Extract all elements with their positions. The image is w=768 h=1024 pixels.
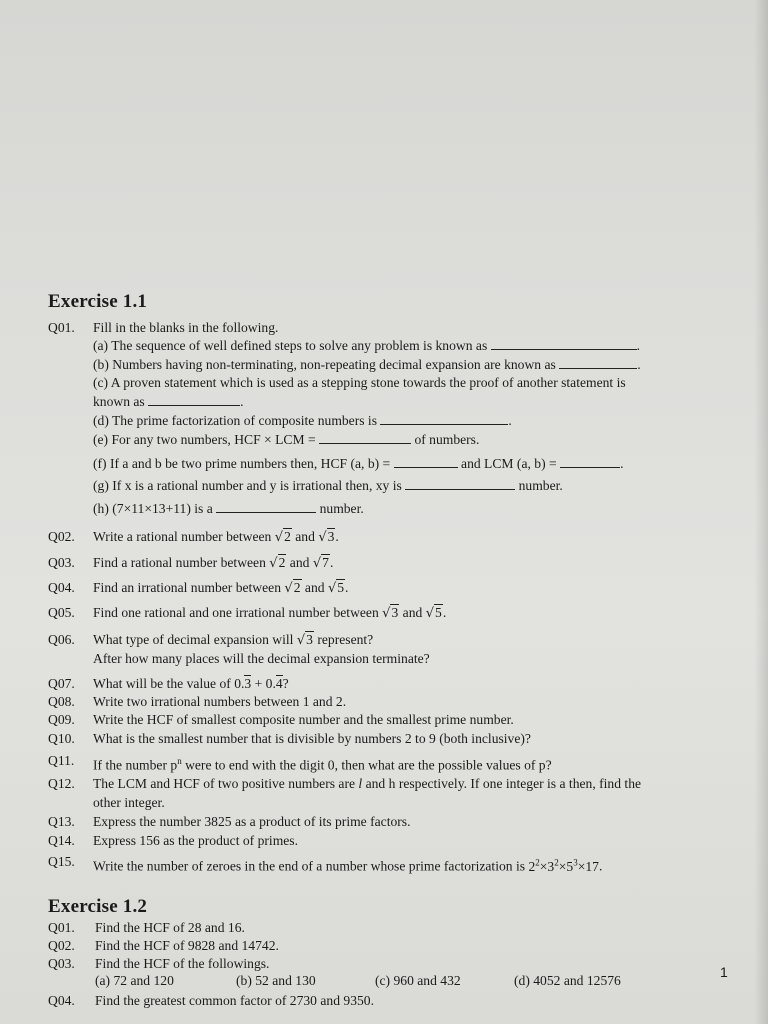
q01-part-c-line1: (c) A proven statement which is used as a stepping stone towards the proof of another statement is (93, 375, 626, 390)
q01-part-e: (e) For any two numbers, HCF × LCM = of numbers. (93, 432, 480, 447)
q01-number: Q01. (48, 320, 75, 335)
q07-number: Q07. (48, 676, 75, 691)
ex12-q01-number: Q01. (48, 920, 75, 935)
q01-part-g: (g) If x is a rational number and y is irrational then, xy is number. (93, 478, 563, 493)
q04-number: Q04. (48, 580, 75, 595)
q01-part-d: (d) The prime factorization of composite numbers is . (93, 413, 512, 428)
ex12-q04-text: Find the greatest common factor of 2730 and 9350. (95, 993, 374, 1008)
q06-text-line2: After how many places will the decimal expansion terminate? (93, 651, 430, 666)
q03-text: Find a rational number between √2 and √7. (93, 555, 334, 571)
sqrt-expression: √3 (318, 529, 335, 545)
ex12-q03-option-c: (c) 960 and 432 (375, 973, 461, 988)
q03-number: Q03. (48, 555, 75, 570)
ex12-q03-option-a: (a) 72 and 120 (95, 973, 174, 988)
q12-text-line2: other integer. (93, 795, 165, 810)
q13-number: Q13. (48, 814, 75, 829)
blank (491, 338, 637, 350)
prime-factorization-expression: $2^2\times 3^2\times 5^3\times 17$ (528, 857, 599, 874)
ex12-q04-number: Q04. (48, 993, 75, 1008)
q06-number: Q06. (48, 632, 75, 647)
exercise-1-2-title: Exercise 1.2 (48, 896, 148, 917)
q15-text: Write the number of zeroes in the end of a number whose prime factorization is $2^2\times 3^2\times 5^3\times 17$. (93, 857, 603, 874)
ex12-q03-text: Find the HCF of the followings. (95, 956, 270, 971)
q04-text: Find an irrational number between √2 and √5. (93, 580, 349, 596)
q11-text: If the number $p^n$ were to end with the digit 0, then what are the possible values of p? (93, 756, 552, 773)
sqrt-expression: √2 (284, 580, 301, 596)
q12-number: Q12. (48, 776, 75, 791)
exercise-1-1-title: Exercise 1.1 (48, 291, 148, 312)
q01-part-b: (b) Numbers having non-terminating, non-repeating decimal expansion are known as . (93, 357, 641, 372)
q15-number: Q15. (48, 854, 75, 869)
q14-number: Q14. (48, 833, 75, 848)
q08-number: Q08. (48, 694, 75, 709)
q01-part-h: (h) (7×11×13+11) is a number. (93, 501, 364, 516)
ex12-q03-number: Q03. (48, 956, 75, 971)
blank (380, 413, 508, 425)
q10-number: Q10. (48, 731, 75, 746)
q06-text: What type of decimal expansion will √3 represent? (93, 632, 374, 648)
ex12-q01-text: Find the HCF of 28 and 16. (95, 920, 245, 935)
q07-text: What will be the value of 0.3 + 0.4? (93, 676, 289, 691)
ex12-q02-text: Find the HCF of 9828 and 14742. (95, 938, 279, 953)
blank (319, 432, 411, 444)
blank (394, 456, 458, 468)
blank (560, 456, 620, 468)
sqrt-expression: √7 (312, 555, 329, 571)
blank (559, 357, 637, 369)
q01-part-c-line2: known as . (93, 394, 244, 409)
q11-number: Q11. (48, 753, 75, 768)
page-number: 1 (720, 964, 728, 980)
q01-part-f: (f) If a and b be two prime numbers then, HCF (a, b) = and LCM (a, b) = . (93, 456, 624, 471)
q09-number: Q09. (48, 712, 75, 727)
ex12-q02-number: Q02. (48, 938, 75, 953)
blank (148, 394, 240, 406)
q10-text: What is the smallest number that is divisible by numbers 2 to 9 (both inclusive)? (93, 731, 531, 746)
blank (216, 501, 316, 513)
q14-text: Express 156 as the product of primes. (93, 833, 298, 848)
q01-part-a: (a) The sequence of well defined steps to solve any problem is known as . (93, 338, 641, 353)
q02-text: Write a rational number between √2 and √3. (93, 529, 339, 545)
sqrt-expression: √5 (425, 605, 442, 621)
sqrt-expression: √3 (382, 605, 399, 621)
ex12-q03-option-d: (d) 4052 and 12576 (514, 973, 621, 988)
q09-text: Write the HCF of smallest composite number and the smallest prime number. (93, 712, 514, 727)
q01-text: Fill in the blanks in the following. (93, 320, 279, 335)
q13-text: Express the number 3825 as a product of its prime factors. (93, 814, 411, 829)
recurring-decimal-expression: 0.3 + 0.4 (234, 676, 283, 691)
sqrt-expression: √2 (274, 529, 291, 545)
q05-number: Q05. (48, 605, 75, 620)
ex12-q03-option-b: (b) 52 and 130 (236, 973, 316, 988)
blank (405, 478, 515, 490)
q12-text: The LCM and HCF of two positive numbers are l and h respectively. If one integer is a then, find the (93, 776, 642, 791)
q02-number: Q02. (48, 529, 75, 544)
sqrt-expression: √5 (327, 580, 345, 596)
sqrt-expression: √2 (269, 555, 286, 571)
sqrt-expression: √3 (296, 632, 313, 648)
q08-text: Write two irrational numbers between 1 and 2. (93, 694, 347, 709)
q05-text: Find one rational and one irrational number between √3 and √5. (93, 605, 447, 621)
